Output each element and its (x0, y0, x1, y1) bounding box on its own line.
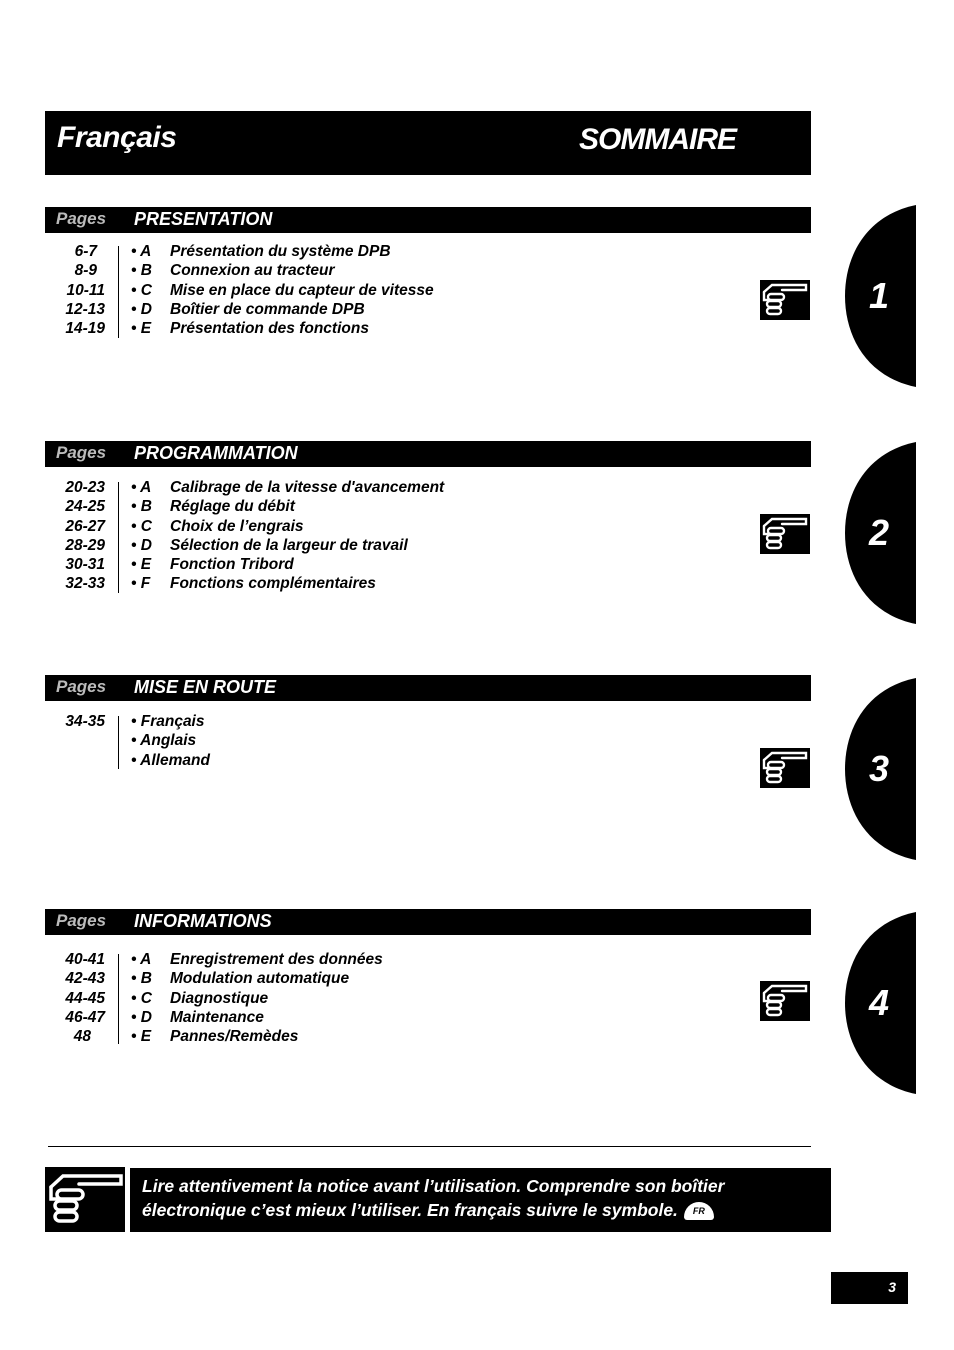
section-bar-programmation (45, 441, 811, 467)
toc-row[interactable]: 44-45 • C Diagnostique (65, 989, 269, 1007)
toc-row[interactable]: 12-13 • D Boîtier de commande DPB (65, 300, 365, 318)
page-number: 3 (888, 1279, 896, 1295)
chapter-number: 1 (869, 275, 890, 316)
pages-label: Pages (56, 443, 107, 462)
toc-row[interactable]: 20-23 • A Calibrage de la vitesse d'avancement (65, 479, 445, 496)
toc-list-programmation (45, 478, 545, 594)
pages-label: Pages (56, 677, 107, 696)
chapter-tab-1[interactable] (845, 205, 925, 387)
chapter-number: 4 (869, 982, 890, 1023)
toc-row[interactable]: 32-33 • F Fonctions complémentaires (65, 575, 376, 593)
toc-row[interactable]: 14-19 • E Présentation des fonctions (65, 320, 369, 338)
pointing-hand-icon (760, 981, 810, 1021)
notice-line-1: Lire attentivement la notice avant l’utilisation. Comprendre son boîtier (142, 1176, 725, 1196)
toc-row[interactable]: • Allemand (131, 751, 210, 769)
toc-row[interactable]: 8-9 • B Connexion au tracteur (74, 262, 335, 280)
fr-symbol-icon: FR (684, 1202, 714, 1220)
divider (48, 1146, 811, 1147)
toc-list-informations (45, 950, 545, 1046)
toc-row[interactable]: 46-47 • D Maintenance (65, 1008, 264, 1026)
toc-row[interactable]: • Anglais (131, 732, 197, 750)
section-bar-presentation (45, 207, 811, 233)
section-title: PRESENTATION (134, 209, 273, 229)
toc-row[interactable]: 26-27 • C Choix de l’engrais (65, 517, 304, 535)
toc-row[interactable]: 30-31 • E Fonction Tribord (65, 556, 294, 574)
pointing-hand-icon (760, 748, 810, 788)
header-bar (45, 111, 811, 175)
toc-row[interactable]: 28-29 • D Sélection de la largeur de travail (65, 536, 408, 554)
chapter-number: 2 (869, 512, 890, 553)
section-title: INFORMATIONS (134, 911, 272, 931)
toc-row[interactable]: 42-43 • B Modulation automatique (65, 970, 350, 988)
section-title: PROGRAMMATION (134, 443, 298, 463)
reading-notice (130, 1168, 831, 1232)
page-title: SOMMAIRE (579, 123, 736, 156)
toc-row[interactable]: 40-41 • A Enregistrement des données (65, 951, 383, 968)
toc-row[interactable]: 24-25 • B Réglage du débit (65, 498, 295, 516)
toc-list-mise-en-route (45, 712, 445, 770)
toc-row[interactable]: 48 • E Pannes/Remèdes (73, 1028, 299, 1046)
section-bar-informations (45, 909, 811, 935)
chapter-tab-2[interactable] (845, 442, 925, 624)
section-title: MISE EN ROUTE (134, 677, 277, 697)
toc-row[interactable]: 10-11 • C Mise en place du capteur de vitesse (66, 281, 434, 299)
toc-row[interactable]: 6-7 • A Présentation du système DPB (74, 243, 391, 260)
pointing-hand-icon (760, 280, 810, 320)
pointing-hand-large-icon (45, 1167, 125, 1232)
toc-row[interactable]: 34-35 • Français (65, 713, 205, 730)
chapter-number: 3 (869, 748, 890, 789)
section-bar-mise-en-route (45, 675, 811, 701)
page-number-box (831, 1272, 908, 1304)
pointing-hand-icon (760, 514, 810, 554)
pages-label: Pages (56, 209, 107, 228)
pages-label: Pages (56, 911, 107, 930)
toc-list-presentation (45, 242, 545, 338)
chapter-tab-3[interactable] (845, 678, 925, 860)
notice-line-2: électronique c’est mieux l’utiliser. En français suivre le symbole. FR (142, 1198, 714, 1222)
language-title: Français (57, 121, 177, 154)
chapter-tab-4[interactable] (845, 912, 925, 1094)
